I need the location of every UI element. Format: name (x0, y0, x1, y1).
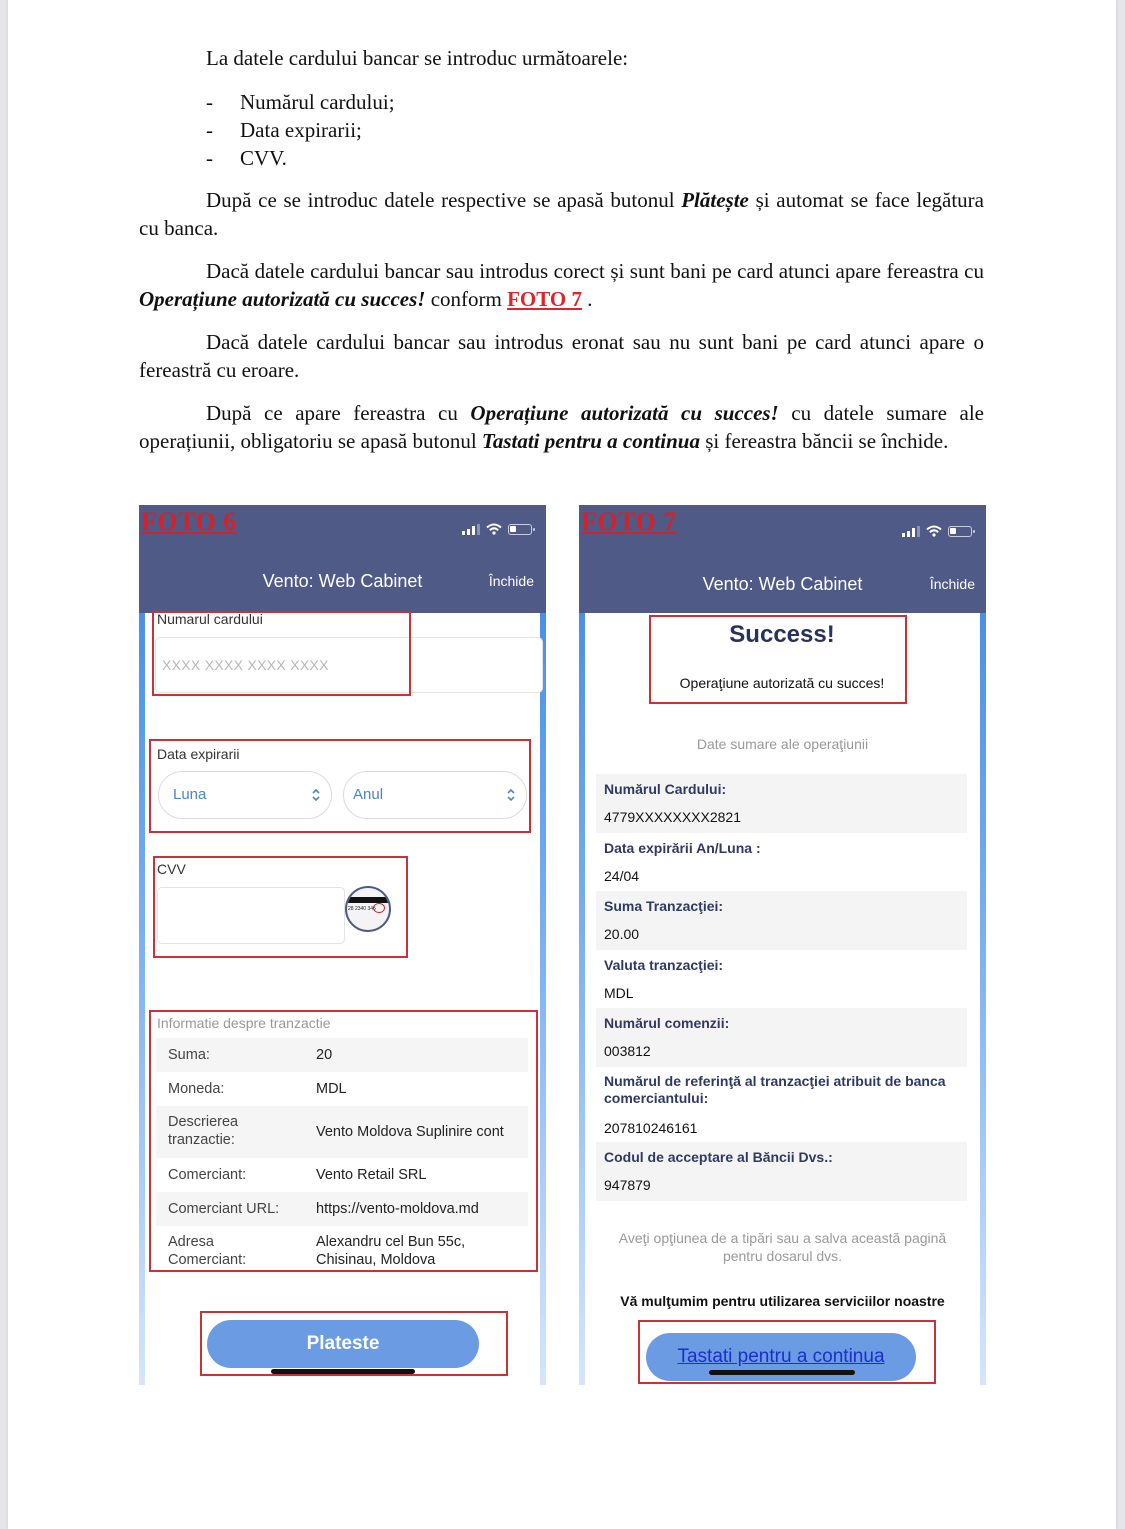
continue-link[interactable]: Tastati pentru a continua (677, 1346, 885, 1367)
close-button[interactable]: Închide (929, 576, 975, 592)
highlight-pay-button (200, 1311, 508, 1376)
status-bar (902, 525, 972, 537)
document-page (8, 0, 1116, 1529)
success-title: Success! (729, 621, 835, 648)
cvv-hint-icon: 28 2340 345 (345, 886, 391, 932)
list-item: - Data expirarii; (206, 117, 362, 142)
foto7-label: FOTO 7 (581, 507, 677, 536)
transaction-info-title: Informatie despre tranzactie (157, 1015, 331, 1031)
app-header (139, 505, 546, 613)
intro-paragraph: La datele cardului bancar se introduc următoarele: (206, 46, 629, 70)
summary-row: Codul de acceptare al Băncii Dvs.: 947879 (596, 1142, 967, 1201)
foto6-payment-form-screenshot (139, 505, 546, 1385)
paragraph-success: Dacă datele cardului bancar sau introdus corect și sunt bani pe card atunci apare fereastra cu Operațiune autorizată cu succes! conform FOTO 7 . (139, 258, 984, 311)
paragraph-error: Dacă datele cardului bancar sau introdus eronat sau nu sunt bani pe card atunci apare o fereastră cu eroare. (139, 329, 984, 382)
highlight-transaction-info (149, 1010, 538, 1272)
summary-row: Data expirării An/Luna : 24/04 (604, 840, 761, 884)
wifi-icon (486, 523, 502, 535)
card-fields-list (139, 88, 984, 172)
pay-button[interactable]: Plateste (207, 1320, 479, 1368)
app-title: Vento: Web Cabinet (262, 571, 423, 591)
highlight-continue-button (638, 1320, 936, 1384)
expiry-label: Data expirarii (157, 746, 240, 762)
table-row: Descrierea tranzactie: Vento Moldova Suplinire cont (156, 1106, 528, 1158)
status-bar (462, 523, 532, 535)
success-message: Operaţiune autorizată cu succes! (679, 675, 885, 691)
summary-row: Suma Tranzacţiei: 20.00 (596, 891, 967, 950)
battery-icon (948, 526, 972, 537)
expiry-month-select[interactable]: Luna (158, 771, 332, 819)
highlight-success (649, 615, 907, 704)
table-row: Suma: 20 (156, 1038, 528, 1072)
highlight-expiry (149, 739, 531, 833)
highlight-card-number (152, 611, 411, 696)
app-title: Vento: Web Cabinet (702, 574, 863, 594)
summary-row: Valuta tranzacţiei: MDL (604, 957, 724, 1001)
paragraph-pay: După ce se introduc datele respective se apasă butonul Plătește și automat se face legătura cu banca. (139, 187, 984, 240)
foto6-label: FOTO 6 (141, 507, 237, 536)
print-note: Aveţi opţiunea de a tipări sau a salva această pagină pentru dosarul dvs. (618, 1230, 947, 1264)
table-row: Comerciant URL: https://vento-moldova.md (156, 1192, 528, 1226)
summary-title: Date sumare ale operaţiunii (696, 736, 869, 752)
cvv-label: CVV (157, 861, 186, 877)
table-row: Comerciant: Vento Retail SRL (168, 1167, 427, 1183)
paragraph-continue: După ce apare fereastra cu Operațiune autorizată cu succes! cu datele sumare ale operațiunii, obligatoriu se apasă butonul Tastati pentru a continua și fereastra băncii se închide. (139, 400, 984, 453)
list-item: - Numărul cardului; (206, 89, 395, 114)
signal-icon (462, 524, 480, 535)
card-number-label: Numarul cardului (157, 611, 263, 627)
battery-icon (508, 524, 532, 535)
close-button[interactable]: Închide (488, 573, 534, 589)
summary-row: Numărul de referinţă al tranzacţiei atribuit de banca comerciantului: 207810246161 (604, 1073, 946, 1136)
table-row: Moneda: MDL (168, 1081, 347, 1097)
summary-row: Numărul Cardului: 4779XXXXXXXX2821 (596, 774, 967, 833)
foto7-success-screenshot (579, 505, 986, 1385)
card-number-placeholder: XXXX XXXX XXXX XXXX (162, 657, 329, 673)
document-body (139, 44, 984, 456)
highlight-cvv (153, 856, 408, 958)
table-row: Adresa Comerciant: Alexandru cel Bun 55c, Chisinau, Moldova (168, 1234, 466, 1268)
wifi-icon (926, 525, 942, 537)
summary-row: Numărul comenzii: 003812 (596, 1008, 967, 1067)
thank-you-message: Vă mulţumim pentru utilizarea serviciilor noastre (620, 1293, 945, 1309)
foto7-reference-link[interactable]: FOTO 7 (507, 287, 582, 311)
list-item: - CVV. (206, 145, 287, 170)
expiry-year-select[interactable]: Anul (343, 771, 527, 819)
app-header (579, 505, 986, 613)
signal-icon (902, 526, 920, 537)
